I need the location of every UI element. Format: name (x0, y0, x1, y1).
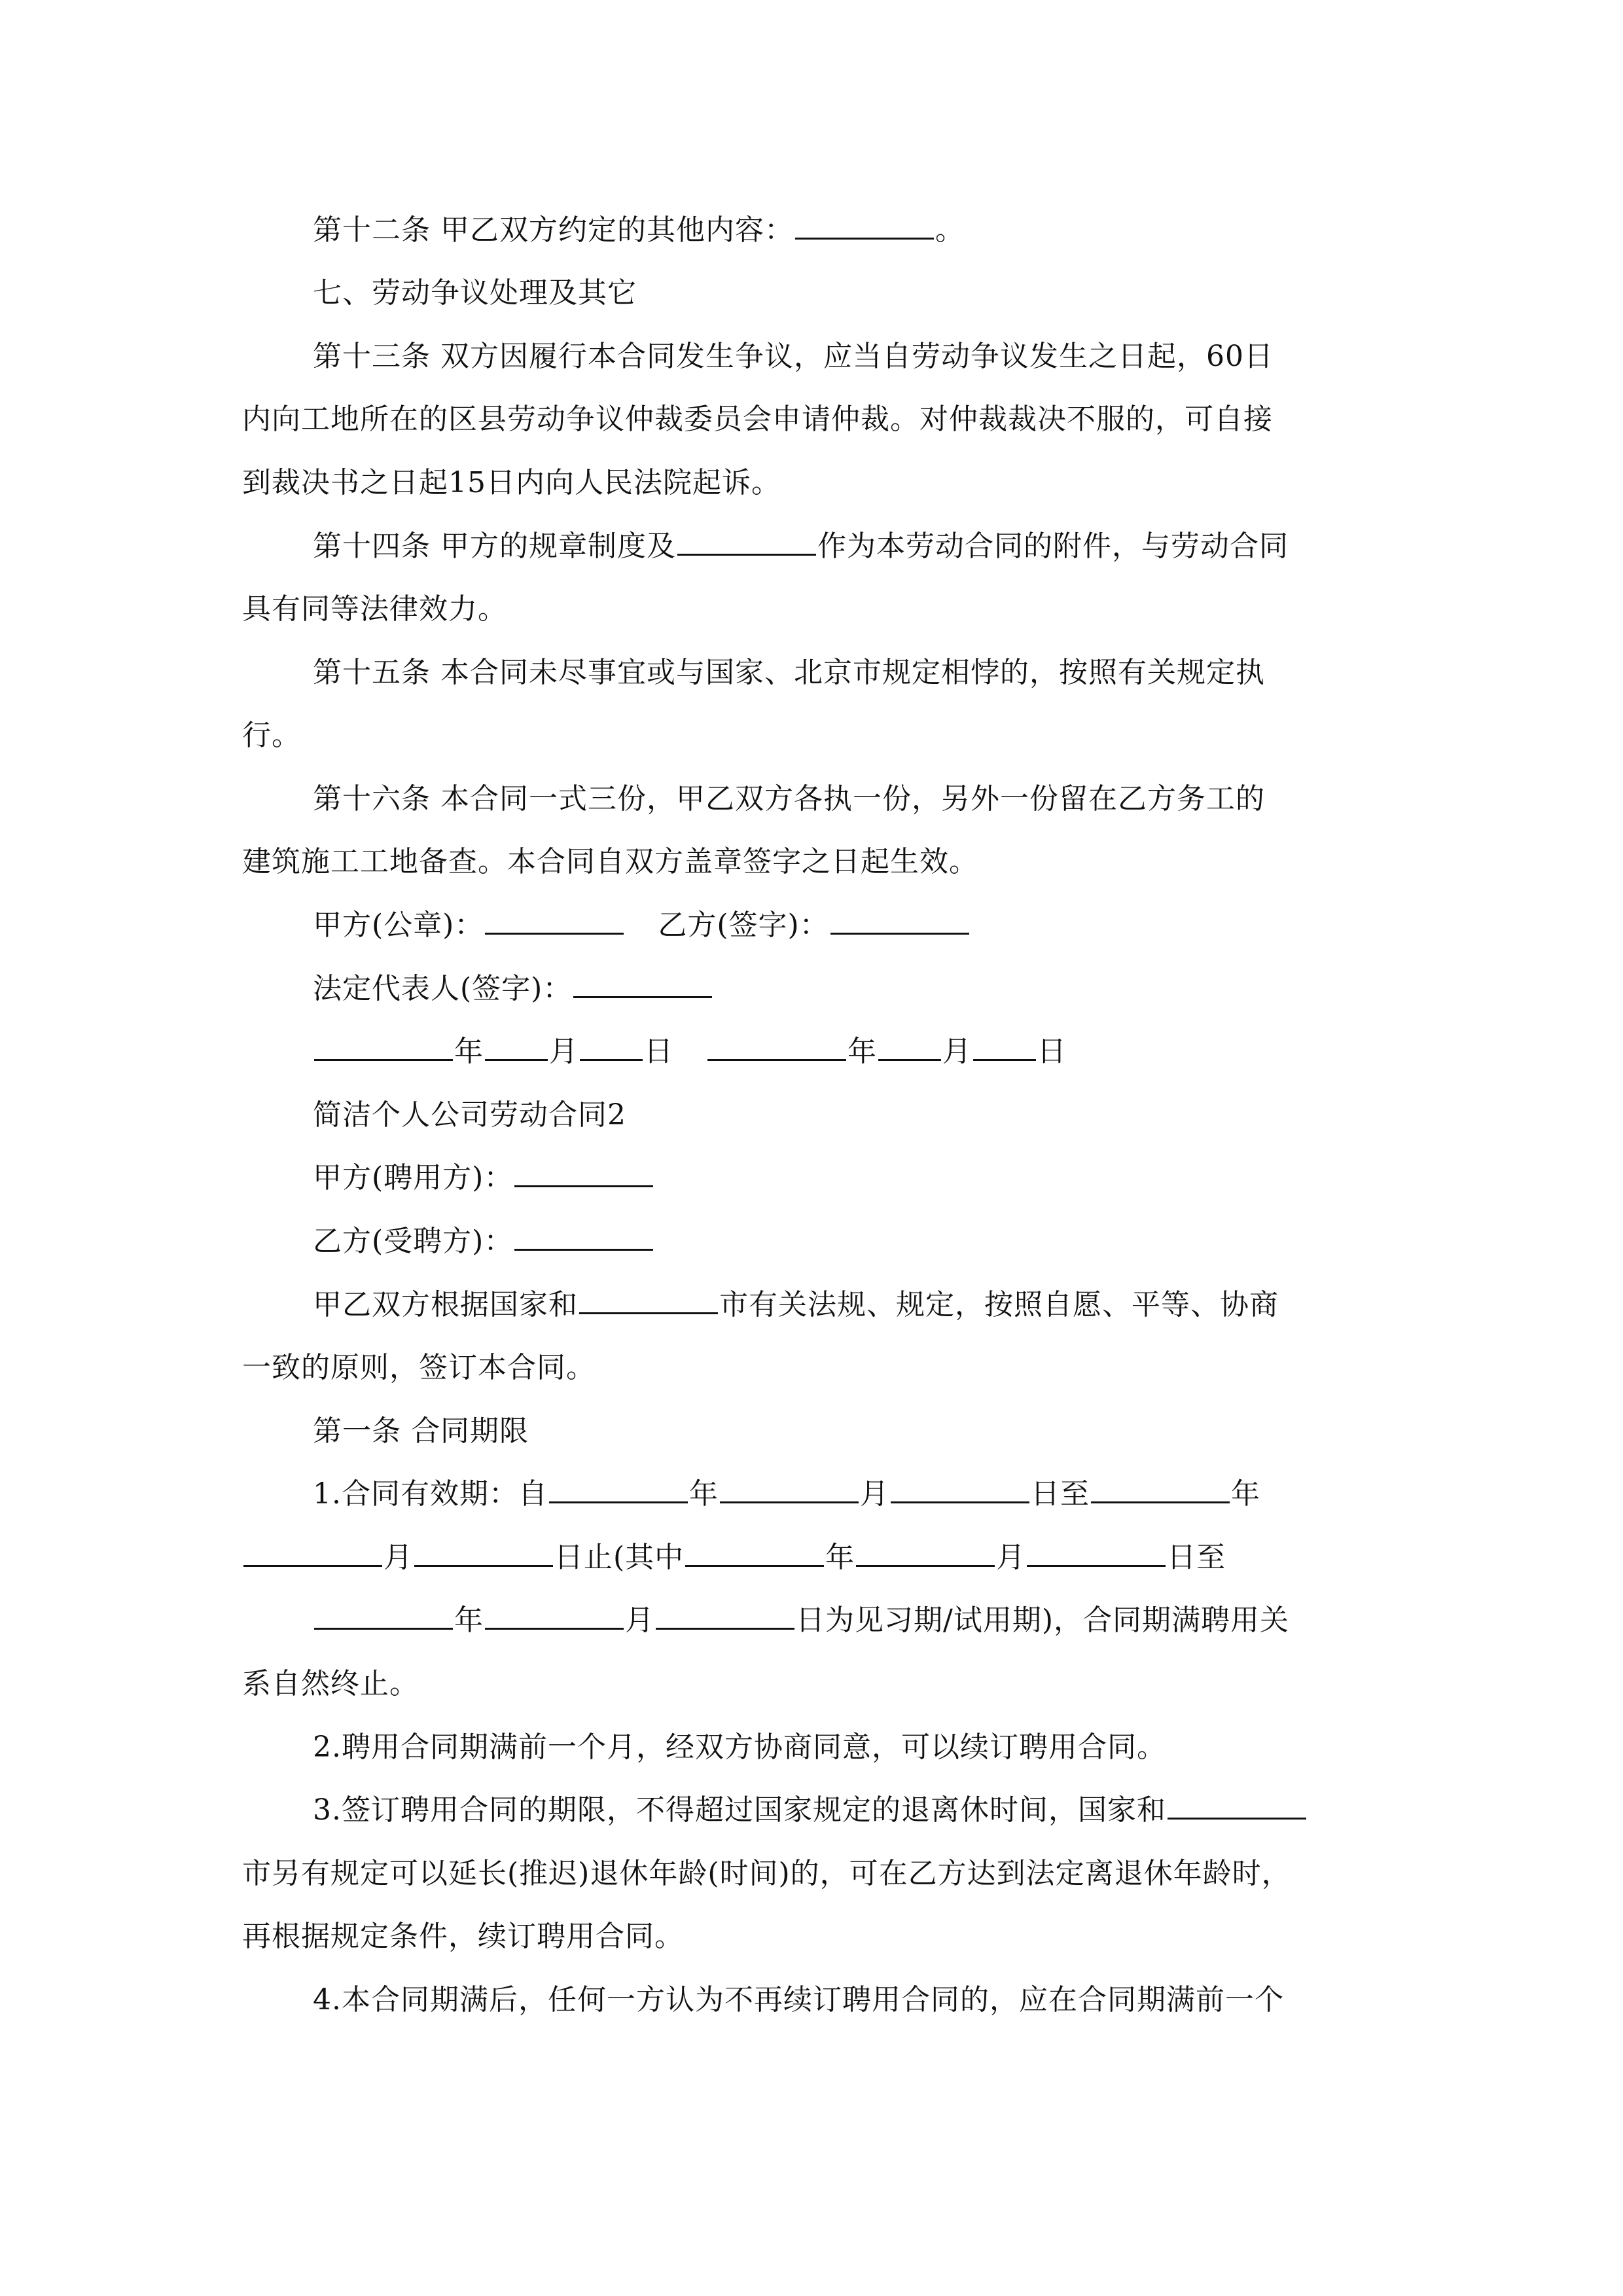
article-12: 第十二条 甲乙双方约定的其他内容： 。 (313, 213, 965, 247)
date-month-field[interactable] (878, 1035, 941, 1061)
legal-rep-sign-field[interactable] (573, 973, 712, 998)
date-day-field[interactable] (973, 1035, 1036, 1061)
article-15-line-1: 第十五条 本合同未尽事宜或与国家、北京市规定相悖的，按照有关规定执 (313, 656, 1265, 689)
probation-start-day-field[interactable] (1027, 1541, 1166, 1567)
party-b-sign-label: 乙方(签字)： (658, 908, 829, 942)
date-day-field[interactable] (580, 1035, 643, 1061)
probation-start-year-field[interactable] (685, 1541, 824, 1567)
party-a-seal-label: 甲方(公章)： (313, 908, 484, 942)
blank-field[interactable] (795, 214, 934, 240)
term-line-2: 月 日止(其中 年 月 日至 (242, 1538, 1226, 1577)
end-month-field[interactable] (243, 1541, 382, 1567)
item-3-line-1: 3.签订聘用合同的期限，不得超过国家规定的退离休时间，国家和 (313, 1791, 1308, 1830)
probation-end-year-field[interactable] (314, 1604, 453, 1630)
probation-end-day-field[interactable] (656, 1604, 794, 1630)
article-13-line-1: 第十三条 双方因履行本合同发生争议，应当自劳动争议发生之日起，60日 (313, 340, 1274, 373)
article-1-title: 第一条 合同期限 (313, 1414, 529, 1448)
party-b-sign-field[interactable] (830, 909, 969, 935)
signature-dates: 年 月 日 年 月 日 (313, 1032, 1067, 1071)
start-year-field[interactable] (549, 1478, 688, 1503)
item-2: 2.聘用合同期满前一个月，经双方协商同意，可以续订聘用合同。 (313, 1731, 1166, 1764)
probation-start-month-field[interactable] (856, 1541, 995, 1567)
contract-2-intro-line-2: 一致的原则，签订本合同。 (242, 1351, 596, 1384)
contract-2-party-a: 甲方(聘用方)： (313, 1158, 654, 1198)
start-day-field[interactable] (891, 1478, 1029, 1503)
item-3-line-3: 再根据规定条件，续订聘用合同。 (242, 1920, 684, 1953)
article-13-line-3: 到裁决书之日起15日内向人民法院起诉。 (242, 466, 781, 499)
party-b-name-field[interactable] (514, 1225, 653, 1251)
term-line-4: 系自然终止。 (242, 1667, 419, 1700)
legal-representative: 法定代表人(签字)： (313, 969, 713, 1009)
start-month-field[interactable] (720, 1478, 859, 1503)
party-a-name-field[interactable] (514, 1162, 653, 1187)
date-year-field[interactable] (314, 1035, 453, 1061)
contract-2-title: 简洁个人公司劳动合同2 (313, 1098, 626, 1132)
city-field[interactable] (579, 1289, 718, 1314)
end-day-field[interactable] (414, 1541, 553, 1567)
section-heading-7: 七、劳动争议处理及其它 (313, 276, 637, 310)
end-year-field[interactable] (1091, 1478, 1230, 1503)
probation-end-month-field[interactable] (485, 1604, 624, 1630)
term-line-3: 年 月 日为见习期/试用期)，合同期满聘用关 (313, 1601, 1289, 1640)
date-month-field[interactable] (485, 1035, 548, 1061)
article-16-line-1: 第十六条 本合同一式三份，甲乙双方各执一份，另外一份留在乙方务工的 (313, 782, 1265, 816)
item-4: 4.本合同期满后，任何一方认为不再续订聘用合同的，应在合同期满前一个 (313, 1983, 1284, 2017)
contract-2-party-b: 乙方(受聘方)： (313, 1222, 654, 1261)
term-line-1: 1.合同有效期：自 年 月 日至 年 (313, 1477, 1260, 1511)
item-3-line-2: 市另有规定可以延长(推迟)退休年龄(时间)的，可在乙方达到法定离退休年龄时， (242, 1857, 1291, 1890)
date-year-field[interactable] (707, 1035, 846, 1061)
article-14-line-2: 具有同等法律效力。 (242, 592, 507, 626)
signature-parties (313, 906, 971, 945)
article-16-line-2: 建筑施工工地备查。本合同自双方盖章签字之日起生效。 (242, 845, 978, 878)
contract-2-intro-line-1: 甲乙双方根据国家和 市有关法规、规定，按照自愿、平等、协商 (313, 1288, 1279, 1321)
article-15-line-2: 行。 (242, 719, 301, 752)
article-14-line-1: 第十四条 甲方的规章制度及 作为本劳动合同的附件，与劳动合同 (313, 529, 1289, 563)
article-13-line-2: 内向工地所在的区县劳动争议仲裁委员会申请仲裁。对仲裁裁决不服的，可自接 (242, 403, 1273, 436)
blank-field[interactable] (677, 530, 816, 556)
party-a-seal-field[interactable] (485, 909, 624, 935)
city-field[interactable] (1168, 1794, 1306, 1820)
article-12-text: 第十二条 甲乙双方约定的其他内容： (313, 213, 794, 247)
